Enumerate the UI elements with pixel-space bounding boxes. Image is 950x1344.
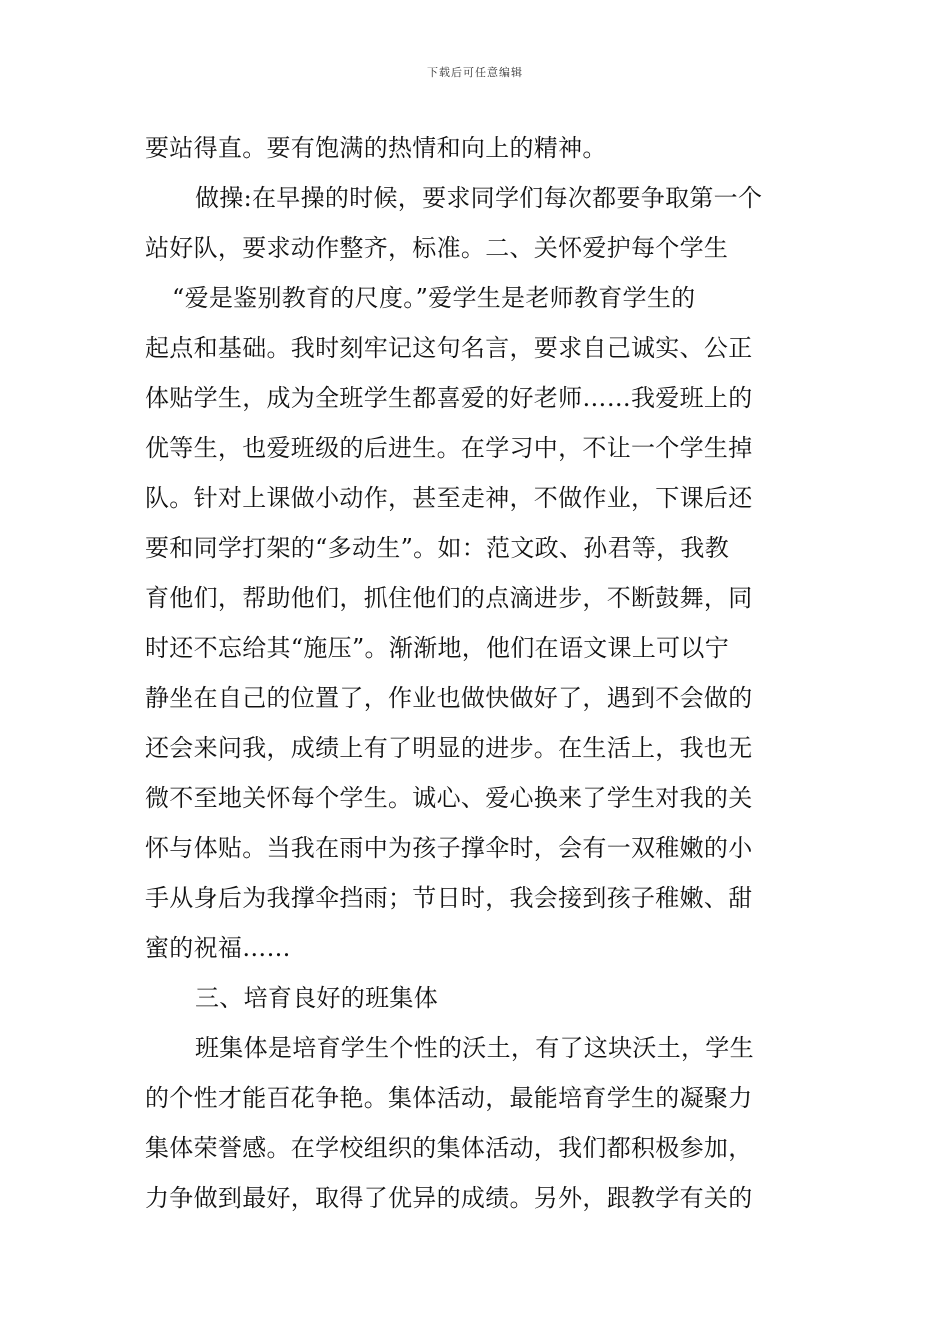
text-line: 做操:在早操的时候，要求同学们每次都要争取第一个 bbox=[195, 184, 763, 212]
section-heading: 三、培育良好的班集体 bbox=[195, 984, 438, 1012]
text-line: 力争做到最好，取得了优异的成绩。另外，跟教学有关的 bbox=[145, 1184, 753, 1212]
text-line: 队。针对上课做小动作，甚至走神，不做作业，下课后还 bbox=[145, 484, 753, 512]
text-line: 还会来问我，成绩上有了明显的进步。在生活上，我也无 bbox=[145, 734, 753, 762]
text-line: 怀与体贴。当我在雨中为孩子撑伞时，会有一双稚嫩的小 bbox=[145, 834, 753, 862]
text-line: 微不至地关怀每个学生。诚心、爱心换来了学生对我的关 bbox=[145, 784, 753, 812]
text-line: 起点和基础。我时刻牢记这句名言，要求自己诚实、公正 bbox=[145, 334, 753, 362]
text-line: 要站得直。要有饱满的热情和向上的精神。 bbox=[145, 134, 607, 162]
text-line: 集体荣誉感。在学校组织的集体活动，我们都积极参加， bbox=[145, 1134, 753, 1162]
page-header: 下载后可任意编辑 bbox=[427, 66, 523, 79]
text-line: 优等生，也爱班级的后进生。在学习中，不让一个学生掉 bbox=[145, 434, 753, 462]
text-line: “爱是鉴别教育的尺度。”爱学生是老师教育学生的 bbox=[172, 284, 696, 312]
text-line: 班集体是培育学生个性的沃土，有了这块沃土，学生 bbox=[195, 1034, 754, 1062]
text-line: 时还不忘给其“施压”。渐渐地，他们在语文课上可以宁 bbox=[145, 634, 730, 662]
text-line: 蜜的祝福…… bbox=[145, 934, 291, 962]
text-line: 手从身后为我撑伞挡雨；节日时，我会接到孩子稚嫩、甜 bbox=[145, 884, 753, 912]
text-line: 站好队，要求动作整齐，标准。二、关怀爱护每个学生 bbox=[145, 234, 729, 262]
text-line: 静坐在自己的位置了，作业也做快做好了，遇到不会做的 bbox=[145, 684, 753, 712]
text-line: 的个性才能百花争艳。集体活动，最能培育学生的凝聚力 bbox=[145, 1084, 753, 1112]
text-line: 体贴学生，成为全班学生都喜爱的好老师……我爱班上的 bbox=[145, 384, 753, 412]
text-line: 育他们，帮助他们，抓住他们的点滴进步，不断鼓舞，同 bbox=[145, 584, 753, 612]
text-line: 要和同学打架的“多动生”。如：范文政、孙君等，我教 bbox=[145, 534, 730, 562]
